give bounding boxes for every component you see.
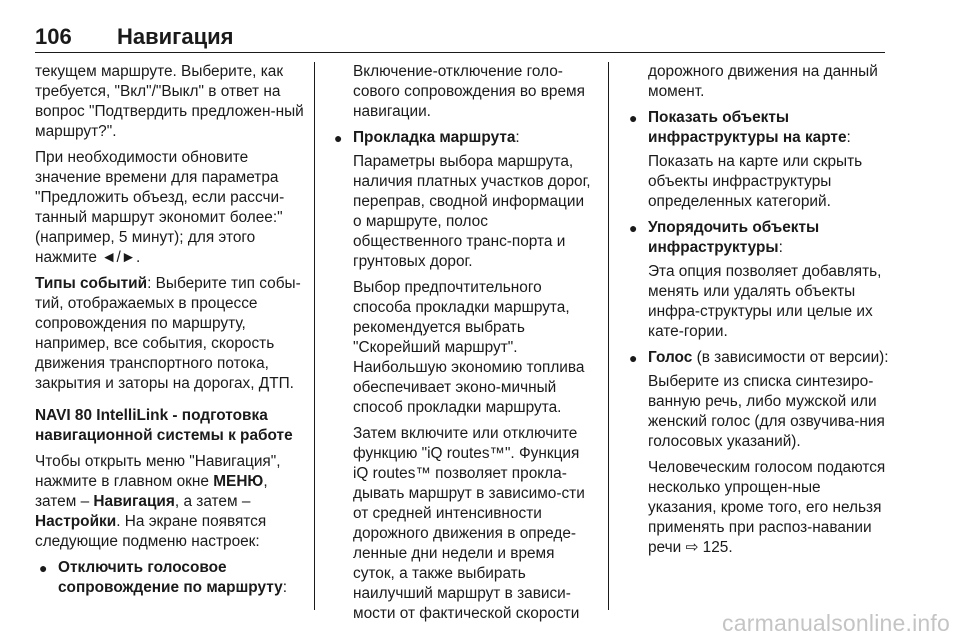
term-event-types: Типы событий bbox=[35, 275, 148, 292]
paragraph: Типы событий: Выберите тип собы-тий, отображаемых в процессе сопровождения по маршруту, например, все события, скорость движения транспортного потока, закрытия и заторы на дорогах, ДТП. bbox=[35, 275, 301, 392]
paragraph: Включение-отключение голо-сового сопровождения во время навигации. bbox=[353, 63, 585, 120]
paragraph: Выберите из списка синтезиро-ванную речь, либо мужской или женский голос (для озвучива-ния голосовых указаний). bbox=[648, 373, 885, 450]
paragraph: Человеческим голосом подаются несколько упрощен-ные указания, кроме того, его нельзя применять при распоз-навании речи ⇨ 125. bbox=[648, 459, 886, 556]
bullet-icon: ● bbox=[334, 130, 343, 146]
list-item: ● Прокладка маршрута: bbox=[334, 129, 520, 146]
paragraph: Эта опция позволяет добавлять, менять или удалять объекты инфра-структуры или целые их кате-гории. bbox=[648, 263, 882, 340]
column-1 bbox=[35, 62, 307, 602]
page-reference-link[interactable]: ⇨ 125. bbox=[685, 539, 733, 556]
paragraph: Показать на карте или скрыть объекты инфраструктуры определенных категорий. bbox=[648, 153, 863, 210]
bullet-icon: ● bbox=[629, 350, 638, 366]
list-item: ● Отключить голосовое сопровождение по маршруту: bbox=[39, 559, 288, 596]
paragraph: Выбор предпочтительного способа прокладки маршрута, рекомендуется выбрать "Скорейший маршрут". Наибольшую экономию топлива обеспечивает эконо-мичный способ прокладки маршрута. bbox=[353, 279, 585, 416]
paragraph: текущем маршруте. Выберите, как требуется, "Вкл"/"Выкл" в ответ на вопрос "Подтвердить предложен-ный маршрут?". bbox=[35, 63, 304, 140]
bullet-icon: ● bbox=[629, 110, 638, 126]
column-3 bbox=[625, 62, 890, 564]
list-item: ● Голос (в зависимости от версии): bbox=[629, 349, 889, 366]
paragraph: Затем включите или отключите функцию "iQ routes™". Функция iQ routes™ позволяет прокла-дывать маршрут в зависимо-сти от средней интенсивности дорожного движения в опреде-ленные дни недели и время суток, а также выбирать наилучший маршрут в зависи-мости от фактической скорости bbox=[353, 425, 585, 622]
page-header bbox=[35, 22, 885, 53]
section-heading: NAVI 80 IntelliLink - подготовка навигационной системы к работе bbox=[35, 407, 293, 444]
paragraph: Параметры выбора маршрута, наличия платных участков дорог, переправ, сводной информации о маршруте, полос общественного транс-порта и грунтовых дорог. bbox=[353, 153, 591, 270]
column-divider-2 bbox=[608, 62, 609, 610]
page-title: Навигация bbox=[117, 24, 234, 49]
column-divider-1 bbox=[314, 62, 315, 610]
page-number: 106 bbox=[35, 24, 72, 49]
list-item: ● Показать объекты инфраструктуры на карте: bbox=[629, 109, 851, 146]
column-2 bbox=[330, 62, 595, 630]
list-item: ● Упорядочить объекты инфраструктуры: bbox=[629, 219, 820, 256]
bullet-icon: ● bbox=[39, 560, 48, 576]
paragraph: дорожного движения на данный момент. bbox=[648, 63, 878, 100]
watermark: carmanualsonline.info bbox=[722, 610, 950, 636]
bullet-icon: ● bbox=[629, 220, 638, 236]
paragraph: При необходимости обновите значение времени для параметра "Предложить объезд, если рассчи-танный маршрут экономит более:" (например, 5 минут); для этого нажмите ◄/►. bbox=[35, 149, 285, 266]
paragraph: Чтобы открыть меню "Навигация", нажмите в главном окне МЕНЮ, затем – Навигация, а затем – Настройки. На экране появятся следующие подменю настроек: bbox=[35, 453, 281, 550]
